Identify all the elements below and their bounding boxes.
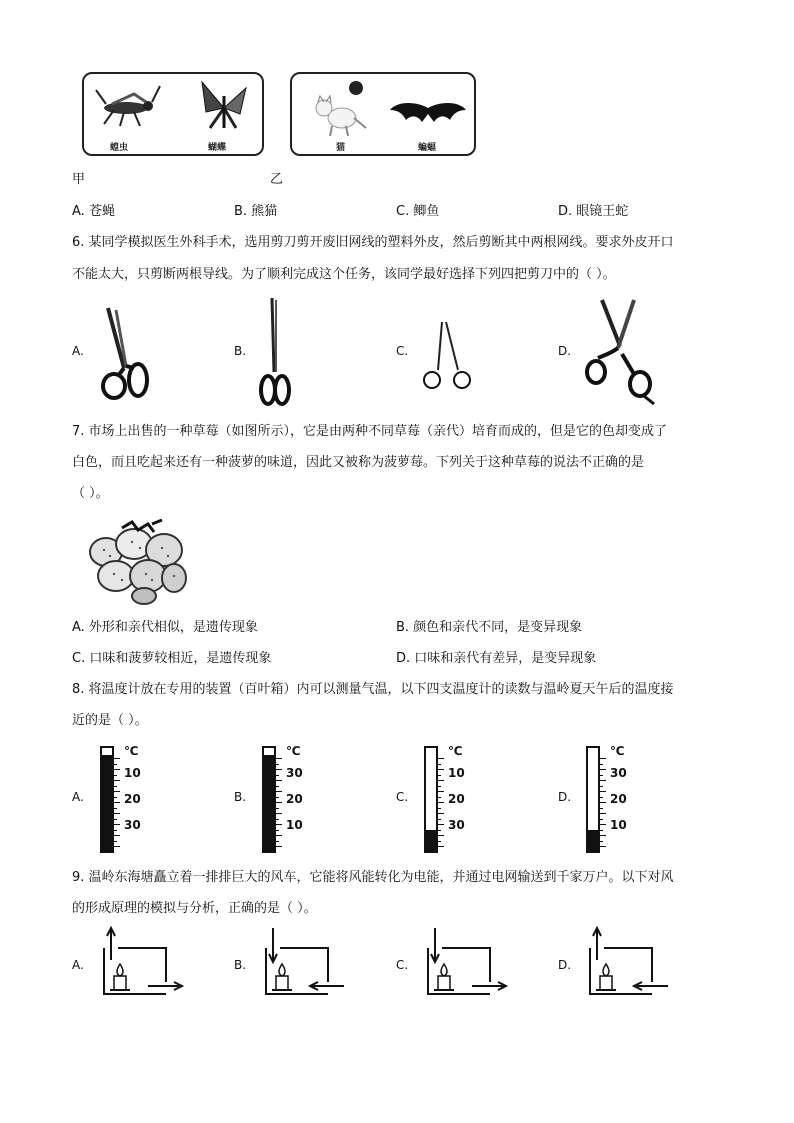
thermometer-tick [436, 813, 444, 814]
thermometer-tick [598, 813, 606, 814]
bat-icon [388, 98, 468, 138]
thermometer-tick [274, 819, 279, 820]
arrow-left-icon [310, 982, 344, 990]
thermometer-tick [112, 802, 120, 803]
thermometer-liquid [588, 830, 598, 850]
thermometer-tick [598, 769, 606, 770]
q7-option-b[interactable]: B. 颜色和亲代不同，是变异现象 [396, 620, 583, 635]
cat-icon [306, 78, 376, 140]
thermometer-tick [274, 780, 282, 781]
thermometer-tick [436, 791, 444, 792]
q6-option-b[interactable]: B. [234, 344, 247, 358]
thermometer-tick [274, 797, 279, 798]
arrow-down-icon [431, 928, 439, 962]
thermometer-tick [274, 824, 282, 825]
thermometer-tick-label: 20 [286, 792, 303, 806]
thermometer-tick [274, 835, 282, 836]
thermometer-tick [436, 797, 441, 798]
thermometer-tick-label: 30 [286, 766, 303, 780]
thermometer-tick-label: 10 [610, 818, 627, 832]
thermometer-tick [112, 786, 117, 787]
thermometer-tick [436, 819, 441, 820]
thermometer-liquid [102, 755, 112, 850]
scissors-b-icon [258, 298, 298, 410]
thermometer-unit: ℃ [610, 744, 625, 758]
thermometer-tick [112, 764, 117, 765]
q7-option-c[interactable]: C. 口味和菠萝较相近，是遗传现象 [72, 651, 272, 666]
q6-line2: 不能太大，只剪断两根导线。为了顺利完成这个任务，该同学最好选择下列四把剪刀中的（ ）。 [72, 267, 616, 282]
q8-option-a[interactable]: A. [72, 790, 84, 804]
q8-line2: 近的是（ ）。 [72, 713, 148, 728]
label-jia: 甲 [72, 172, 86, 187]
q5-option-a[interactable]: A. 苍蝇 [72, 204, 115, 219]
arrow-right-icon [148, 982, 182, 990]
thermometer-tick [274, 830, 279, 831]
candle-icon [434, 964, 454, 990]
convection-diagram [96, 926, 186, 996]
thermometer-tick [112, 758, 120, 759]
thermometer-tick [112, 791, 120, 792]
label-yi: 乙 [270, 172, 284, 187]
convection-diagram [420, 926, 510, 996]
thermometer-tick [598, 819, 603, 820]
thermometer-tick [436, 802, 444, 803]
thermometer-tick [598, 846, 606, 847]
thermometer-tick [274, 841, 279, 842]
thermometer-tick [436, 846, 444, 847]
candle-icon [272, 964, 292, 990]
thermometer-tick [112, 780, 120, 781]
q9-option-b[interactable]: B. [234, 958, 247, 972]
thermometer-tick [436, 769, 444, 770]
caption-butterfly: 蝴蝶 [208, 143, 227, 153]
scissors-c-icon [420, 320, 480, 390]
thermometer-tick [436, 835, 444, 836]
q9-option-d[interactable]: D. [558, 958, 572, 972]
thermometer-tick [598, 758, 606, 759]
thermometer-tick-label: 30 [124, 818, 141, 832]
thermometer-tick [436, 786, 441, 787]
thermometer-tick [436, 775, 441, 776]
q9-option-c[interactable]: C. [396, 958, 409, 972]
q7-option-a[interactable]: A. 外形和亲代相似，是遗传现象 [72, 620, 258, 635]
caption-bat: 蝙蝠 [418, 143, 437, 153]
thermometer-tick-label: 20 [448, 792, 465, 806]
q8-option-b[interactable]: B. [234, 790, 247, 804]
q9-option-a[interactable]: A. [72, 958, 84, 972]
thermometer-tick-label: 30 [610, 766, 627, 780]
thermometer-tick [112, 813, 120, 814]
thermometer-tick [598, 808, 603, 809]
figure-box-jia [82, 72, 264, 156]
q7-line3: （ ）。 [72, 486, 109, 501]
scissors-d-icon [584, 298, 664, 408]
q6-option-d[interactable]: D. [558, 344, 572, 358]
thermometer-tick [436, 758, 444, 759]
thermometer-tick [436, 824, 444, 825]
thermometer-tick [112, 835, 120, 836]
thermometer-tick [598, 797, 603, 798]
thermometer-tick-label: 20 [124, 792, 141, 806]
thermometer-tick-label: 30 [448, 818, 465, 832]
thermometer-tick [112, 797, 117, 798]
butterfly-icon [196, 78, 252, 134]
thermometer-tick-label: 20 [610, 792, 627, 806]
arrow-left-icon [634, 982, 668, 990]
thermometer-liquid [264, 755, 274, 850]
thermometer-tick [274, 813, 282, 814]
q9-line1: 9. 温岭东海塘矗立着一排排巨大的风车，它能将风能转化为电能，并通过电网输送到千家万户。以下对风 [72, 870, 674, 885]
thermometer-tick [274, 769, 282, 770]
candle-icon [110, 964, 130, 990]
q7-line2: 白色，而且吃起来还有一种菠萝的味道，因此又被称为菠萝莓。下列关于这种草莓的说法不正确的是 [72, 455, 645, 470]
q7-option-d[interactable]: D. 口味和亲代有差异，是变异现象 [396, 651, 597, 666]
thermometer-tick [436, 808, 441, 809]
thermometer-tick-label: 10 [286, 818, 303, 832]
thermometer-tick-label: 10 [448, 766, 465, 780]
q9-line2: 的形成原理的模拟与分析，正确的是（ ）。 [72, 901, 317, 916]
caption-cat: 猫 [336, 143, 346, 153]
convection-diagram [258, 926, 348, 996]
thermometer-tick [598, 824, 606, 825]
scissors-a-icon [98, 306, 158, 402]
thermometer-tick [598, 835, 606, 836]
thermometer-tick [598, 775, 603, 776]
strawberry-photo [82, 518, 192, 604]
candle-icon [596, 964, 616, 990]
thermometer-tick [598, 786, 603, 787]
thermometer-tick [436, 830, 441, 831]
grasshopper-icon [94, 84, 164, 134]
thermometer-tick [112, 846, 120, 847]
thermometer-tick [112, 841, 117, 842]
arrow-right-icon [472, 982, 506, 990]
thermometer-tick-label: 10 [124, 766, 141, 780]
q5-option-d[interactable]: D. 眼镜王蛇 [558, 204, 629, 219]
thermometer-tick [598, 791, 606, 792]
thermometer-tick [112, 830, 117, 831]
arrow-up-icon [107, 928, 115, 960]
thermometer-tick [274, 791, 282, 792]
thermometer-tick [436, 841, 441, 842]
thermometer-unit: ℃ [124, 744, 139, 758]
figure-box-yi [290, 72, 476, 156]
thermometer-tick [598, 764, 603, 765]
thermometer-tick [274, 764, 279, 765]
thermometer-unit: ℃ [448, 744, 463, 758]
thermometer-tick [598, 830, 603, 831]
q6-line1: 6. 某同学模拟医生外科手术，选用剪刀剪开废旧网线的塑料外皮，然后剪断其中两根网线。要求外皮开口 [72, 235, 674, 250]
q6-option-a[interactable]: A. [72, 344, 84, 358]
q6-option-c[interactable]: C. [396, 344, 409, 358]
q5-option-c[interactable]: C. 鲫鱼 [396, 204, 440, 219]
thermometer-tick [274, 802, 282, 803]
arrow-down-icon [269, 928, 277, 962]
thermometer-tick [598, 841, 603, 842]
thermometer-tick [112, 769, 120, 770]
q8-option-d[interactable]: D. [558, 790, 572, 804]
thermometer-tick [274, 758, 282, 759]
thermometer-tick [598, 780, 606, 781]
thermometer-tick [274, 808, 279, 809]
thermometer-liquid [426, 830, 436, 850]
thermometer-unit: ℃ [286, 744, 301, 758]
q7-line1: 7. 市场上出售的一种草莓（如图所示），它是由两种不同草莓（亲代）培育而成的，但是它的色却变成了 [72, 424, 668, 439]
q8-line1: 8. 将温度计放在专用的装置（百叶箱）内可以测量气温，以下四支温度计的读数与温岭夏天午后的温度接 [72, 682, 674, 697]
q5-option-b[interactable]: B. 熊猫 [234, 204, 278, 219]
thermometer-tick [112, 819, 117, 820]
q8-option-c[interactable]: C. [396, 790, 409, 804]
convection-diagram [582, 926, 672, 996]
arrow-up-icon [593, 928, 601, 960]
thermometer-tick [274, 786, 279, 787]
thermometer-tick [112, 775, 117, 776]
thermometer-tick [436, 764, 441, 765]
thermometer-tick [112, 824, 120, 825]
thermometer-tick [274, 846, 282, 847]
caption-grasshopper: 蝗虫 [110, 143, 129, 153]
thermometer-tick [274, 775, 279, 776]
thermometer-tick [598, 802, 606, 803]
thermometer-tick [112, 808, 117, 809]
thermometer-tick [436, 780, 444, 781]
